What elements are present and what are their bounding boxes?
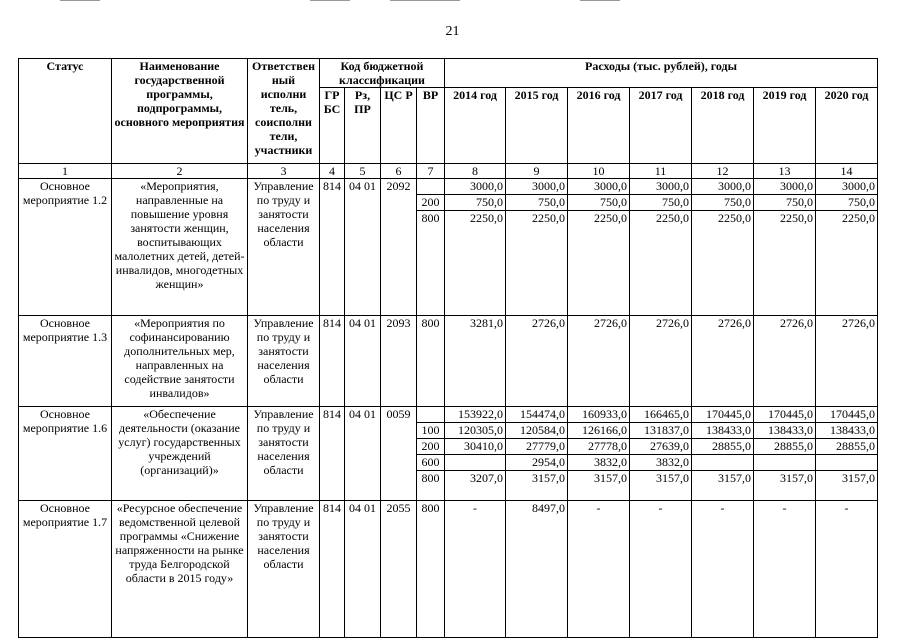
vr-cell: 100 (417, 423, 445, 439)
amount-cell: 2250,0 (630, 211, 692, 316)
scan-artifact-line (310, 0, 350, 1)
rzpr-cell: 04 01 (345, 407, 381, 501)
amount-cell: 3000,0 (816, 179, 878, 195)
amount-cell: - (754, 501, 816, 638)
amount-cell: 750,0 (568, 195, 630, 211)
amount-cell: 3832,0 (630, 455, 692, 471)
amount-cell: 3281,0 (445, 316, 506, 407)
amount-cell: 750,0 (506, 195, 568, 211)
responsible-cell: Управление по труду и занятости населения области (248, 407, 320, 501)
amount-cell: 138433,0 (692, 423, 754, 439)
amount-cell: 3000,0 (445, 179, 506, 195)
vr-cell: 800 (417, 501, 445, 638)
csr-cell: 2092 (381, 179, 417, 316)
amount-cell: 3000,0 (754, 179, 816, 195)
amount-cell: 2250,0 (568, 211, 630, 316)
amount-cell: 138433,0 (754, 423, 816, 439)
rzpr-cell: 04 01 (345, 316, 381, 407)
col-number: 12 (692, 164, 754, 179)
amount-cell (445, 455, 506, 471)
amount-cell: 2954,0 (506, 455, 568, 471)
csr-cell: 0059 (381, 407, 417, 501)
amount-cell: 3157,0 (816, 471, 878, 501)
amount-cell: 3157,0 (754, 471, 816, 501)
header-row (19, 59, 878, 88)
budget-table (18, 58, 878, 638)
header-budget-code: Код бюджетной классификации (320, 59, 445, 88)
col-number: 5 (345, 164, 381, 179)
table-row (19, 316, 878, 407)
header-csr: ЦС Р (381, 88, 417, 164)
amount-cell: 28855,0 (692, 439, 754, 455)
amount-cell: 30410,0 (445, 439, 506, 455)
amount-cell: 2250,0 (754, 211, 816, 316)
scan-artifact-line (60, 0, 100, 1)
amount-cell: 2250,0 (506, 211, 568, 316)
table-row (19, 179, 878, 195)
header-vr: ВР (417, 88, 445, 164)
vr-cell: 800 (417, 211, 445, 316)
amount-cell: 3157,0 (506, 471, 568, 501)
col-number: 3 (248, 164, 320, 179)
grbs-cell: 814 (320, 179, 345, 316)
amount-cell: 750,0 (630, 195, 692, 211)
col-number: 13 (754, 164, 816, 179)
amount-cell: 3157,0 (692, 471, 754, 501)
vr-cell: 800 (417, 471, 445, 501)
col-number: 8 (445, 164, 506, 179)
amount-cell: 2726,0 (816, 316, 878, 407)
amount-cell: 3157,0 (568, 471, 630, 501)
header-year: 2014 год (445, 88, 506, 164)
vr-cell: 200 (417, 439, 445, 455)
table-row (19, 407, 878, 423)
rzpr-cell: 04 01 (345, 179, 381, 316)
amount-cell: 3000,0 (630, 179, 692, 195)
col-number: 10 (568, 164, 630, 179)
amount-cell: 160933,0 (568, 407, 630, 423)
header-year: 2016 год (568, 88, 630, 164)
status-cell: Основное мероприятие 1.6 (19, 407, 112, 501)
amount-cell: 126166,0 (568, 423, 630, 439)
amount-cell: 170445,0 (816, 407, 878, 423)
header-year: 2018 год (692, 88, 754, 164)
amount-cell: 2726,0 (506, 316, 568, 407)
amount-cell (754, 455, 816, 471)
amount-cell: - (816, 501, 878, 638)
status-cell: Основное мероприятие 1.2 (19, 179, 112, 316)
col-number: 14 (816, 164, 878, 179)
amount-cell: 2726,0 (568, 316, 630, 407)
amount-cell: 120305,0 (445, 423, 506, 439)
amount-cell: 3000,0 (568, 179, 630, 195)
header-year: 2020 год (816, 88, 878, 164)
amount-cell: 154474,0 (506, 407, 568, 423)
amount-cell (692, 455, 754, 471)
amount-cell: 28855,0 (816, 439, 878, 455)
amount-cell: 27778,0 (568, 439, 630, 455)
amount-cell: 27639,0 (630, 439, 692, 455)
csr-cell: 2055 (381, 501, 417, 638)
amount-cell: 3157,0 (630, 471, 692, 501)
amount-cell: 170445,0 (692, 407, 754, 423)
name-cell: «Ресурсное обеспечение ведомственной целевой программы «Снижение напряженности на рынке труда Белгородской области в 2015 году» (112, 501, 248, 638)
amount-cell: 2726,0 (754, 316, 816, 407)
col-number: 1 (19, 164, 112, 179)
header-name: Наименование государственной программы, подпрограммы, основного мероприятия (112, 59, 248, 164)
name-cell: «Мероприятия, направленные на повышение уровня занятости женщин, воспитывающих малолетних детей, детей-инвалидов, многодетных женщин» (112, 179, 248, 316)
header-year: 2015 год (506, 88, 568, 164)
responsible-cell: Управление по труду и занятости населения области (248, 179, 320, 316)
column-numbers-row (19, 164, 878, 179)
header-responsible: Ответствен ный исполни тель, соисполни тели, участники (248, 59, 320, 164)
amount-cell: 170445,0 (754, 407, 816, 423)
amount-cell: 2250,0 (816, 211, 878, 316)
header-year: 2019 год (754, 88, 816, 164)
amount-cell: 27779,0 (506, 439, 568, 455)
header-rzpr: Рз, ПР (345, 88, 381, 164)
page-number: 21 (445, 24, 460, 39)
amount-cell: 131837,0 (630, 423, 692, 439)
col-number: 4 (320, 164, 345, 179)
col-number: 9 (506, 164, 568, 179)
amount-cell: - (630, 501, 692, 638)
amount-cell: 3000,0 (506, 179, 568, 195)
amount-cell: 8497,0 (506, 501, 568, 638)
responsible-cell: Управление по труду и занятости населения области (248, 501, 320, 638)
amount-cell: 750,0 (754, 195, 816, 211)
amount-cell: - (568, 501, 630, 638)
vr-cell (417, 179, 445, 195)
amount-cell: 750,0 (692, 195, 754, 211)
col-number: 6 (381, 164, 417, 179)
name-cell: «Мероприятия по софинансированию дополнительных мер, направленных на содействие занятости инвалидов» (112, 316, 248, 407)
scan-artifact-line (390, 0, 460, 1)
scan-artifact-line (580, 0, 620, 1)
vr-cell: 800 (417, 316, 445, 407)
status-cell: Основное мероприятие 1.7 (19, 501, 112, 638)
col-number: 11 (630, 164, 692, 179)
rzpr-cell: 04 01 (345, 501, 381, 638)
col-number: 2 (112, 164, 248, 179)
amount-cell: 2250,0 (445, 211, 506, 316)
amount-cell: 2250,0 (692, 211, 754, 316)
vr-cell (417, 407, 445, 423)
csr-cell: 2093 (381, 316, 417, 407)
amount-cell (816, 455, 878, 471)
vr-cell: 200 (417, 195, 445, 211)
amount-cell: 2726,0 (692, 316, 754, 407)
amount-cell: - (445, 501, 506, 638)
table-row (19, 501, 878, 638)
name-cell: «Обеспечение деятельности (оказание услуг) государственных учреждений (организаций)» (112, 407, 248, 501)
vr-cell: 600 (417, 455, 445, 471)
header-expenses: Расходы (тыс. рублей), годы (445, 59, 878, 88)
amount-cell: 3000,0 (692, 179, 754, 195)
amount-cell: 3832,0 (568, 455, 630, 471)
header-status: Статус (19, 59, 112, 164)
amount-cell: 28855,0 (754, 439, 816, 455)
grbs-cell: 814 (320, 407, 345, 501)
col-number: 7 (417, 164, 445, 179)
amount-cell: 166465,0 (630, 407, 692, 423)
amount-cell: 153922,0 (445, 407, 506, 423)
grbs-cell: 814 (320, 316, 345, 407)
amount-cell: - (692, 501, 754, 638)
amount-cell: 750,0 (445, 195, 506, 211)
amount-cell: 120584,0 (506, 423, 568, 439)
header-grbs: ГР БС (320, 88, 345, 164)
amount-cell: 3207,0 (445, 471, 506, 501)
amount-cell: 750,0 (816, 195, 878, 211)
amount-cell: 2726,0 (630, 316, 692, 407)
amount-cell: 138433,0 (816, 423, 878, 439)
status-cell: Основное мероприятие 1.3 (19, 316, 112, 407)
grbs-cell: 814 (320, 501, 345, 638)
header-year: 2017 год (630, 88, 692, 164)
responsible-cell: Управление по труду и занятости населения области (248, 316, 320, 407)
